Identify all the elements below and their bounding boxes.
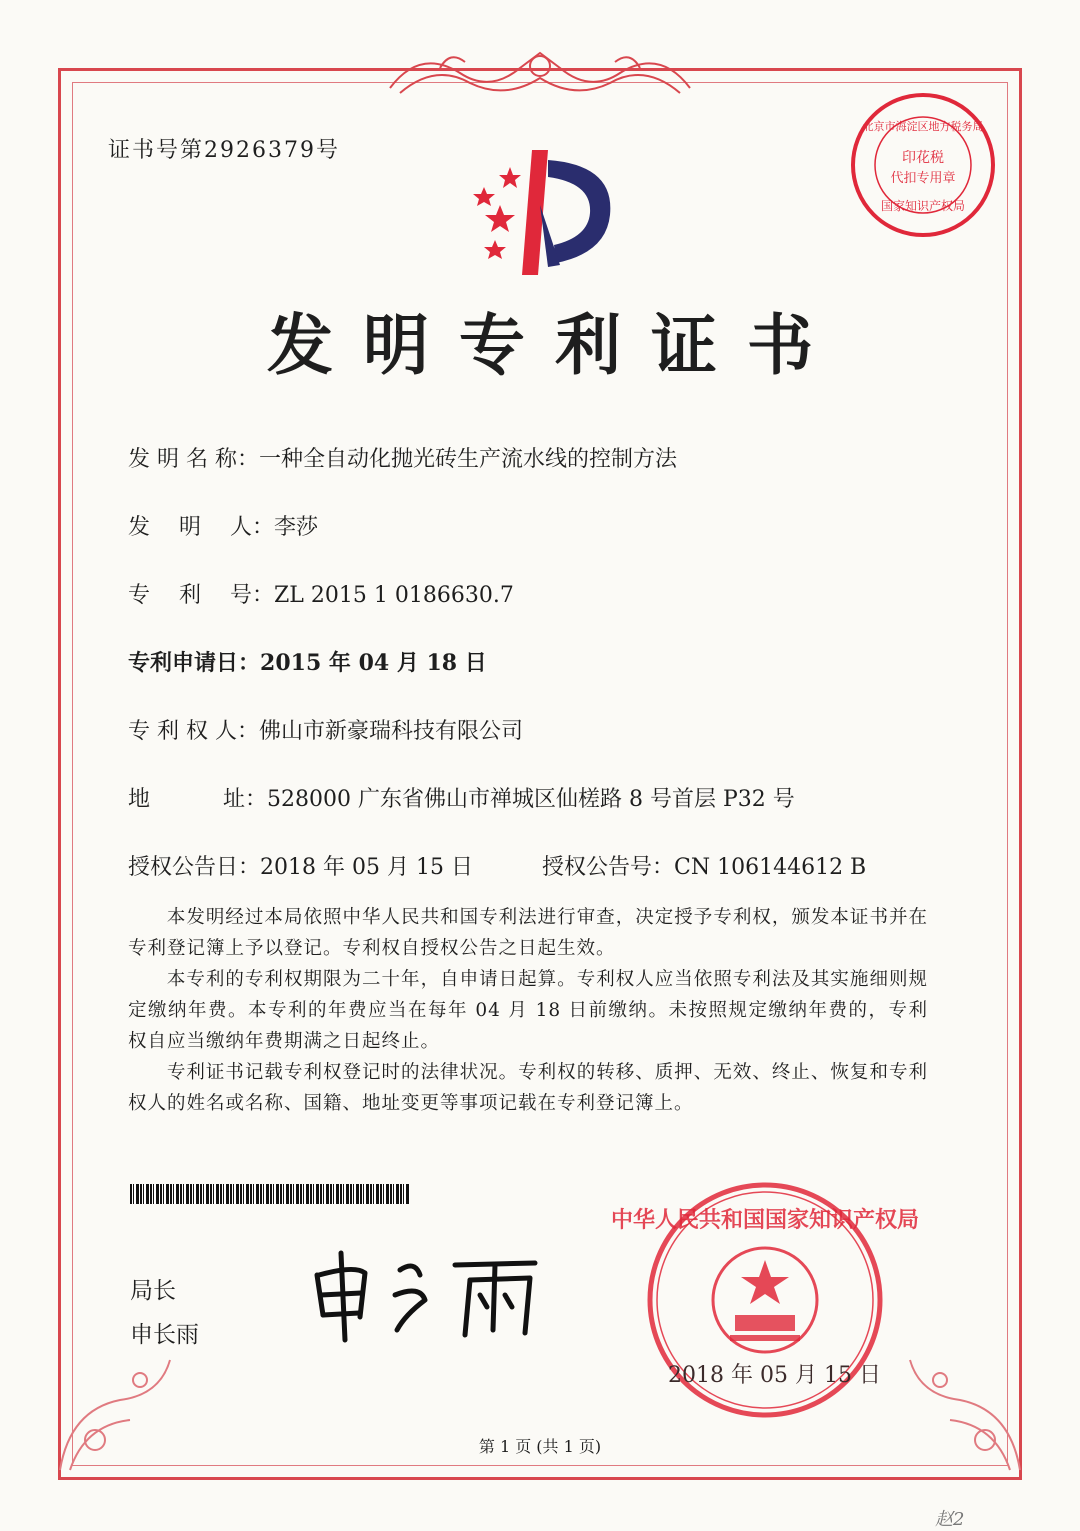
field-value: 528000 广东省佛山市禅城区仙槎路 8 号首层 P32 号	[267, 787, 795, 812]
certificate-body	[128, 902, 928, 1119]
svg-text:国家知识产权局: 国家知识产权局	[880, 199, 966, 213]
body-paragraph: 专利证书记载专利权登记时的法律状况。专利权的转移、质押、无效、终止、恢复和专利权人的姓名或名称、国籍、地址变更等事项记载在专利登记簿上。	[128, 1062, 928, 1114]
corner-ornament-left	[50, 1340, 190, 1480]
field-label: 专 利 号：	[128, 583, 274, 608]
corner-ornament-right	[890, 1340, 1030, 1480]
field-patent-number	[128, 578, 514, 609]
body-paragraph: 本发明经过本局依照中华人民共和国专利法进行审查，决定授予专利权，颁发本证书并在专利登记簿上予以登记。专利权自授权公告之日起生效。	[128, 907, 928, 959]
corner-note: 赵2	[935, 1509, 965, 1530]
field-value: 2015 年 04 月 18 日	[260, 650, 487, 676]
svg-text:北京市海淀区地方税务局: 北京市海淀区地方税务局	[862, 120, 984, 133]
field-value: ZL 2015 1 0186630.7	[274, 583, 514, 608]
page-number: 第 1 页 (共 1 页)	[478, 1437, 602, 1456]
field-label: 发 明 名 称：	[128, 447, 259, 472]
field-label: 发 明 人：	[128, 515, 274, 540]
field-address	[128, 782, 795, 813]
body-paragraph: 本专利的专利权期限为二十年，自申请日起算。专利权人应当依照专利法及其实施细则规定缴纳年费。本专利的年费应当在每年 04 月 18 日前缴纳。未按照规定缴纳年费的，专利权自应当缴纳年费期满之日起终止。	[128, 969, 928, 1052]
field-label: 授权公告日：	[128, 855, 261, 880]
barcode	[130, 1184, 410, 1204]
field-value: 一种全自动化抛光砖生产流水线的控制方法	[258, 447, 677, 472]
field-label: 专 利 权 人：	[128, 719, 259, 744]
field-value: CN 106144612 B	[674, 855, 867, 880]
tax-stamp-seal	[848, 90, 998, 240]
top-ornament	[380, 38, 700, 108]
cnipa-logo-icon	[460, 145, 630, 285]
field-label: 授权公告号：	[542, 855, 675, 880]
field-invention-name	[128, 442, 677, 473]
field-label: 地 址：	[128, 787, 267, 812]
director-name: 申长雨	[130, 1322, 199, 1348]
director-signature	[305, 1245, 555, 1345]
field-grant-number	[542, 850, 866, 881]
svg-text:代扣专用章: 代扣专用章	[890, 171, 956, 186]
field-value: 李莎	[274, 515, 319, 540]
field-value: 佛山市新豪瑞科技有限公司	[258, 719, 523, 744]
director-title: 局长	[130, 1278, 176, 1304]
field-inventor	[128, 510, 318, 541]
field-application-date	[128, 646, 487, 677]
field-patentee	[128, 714, 523, 745]
document-title: 发明专利证书	[267, 307, 843, 384]
svg-text:中华人民共和国国家知识产权局: 中华人民共和国国家知识产权局	[610, 1208, 920, 1233]
field-label: 专利申请日：	[128, 650, 261, 676]
field-value: 2018 年 05 月 15 日	[260, 855, 473, 880]
certificate-number: 证书号第2926379号	[108, 138, 340, 163]
field-grant-date	[128, 850, 473, 881]
seal-date: 2018 年 05 月 15 日	[668, 1363, 881, 1388]
svg-text:印花税: 印花税	[902, 150, 944, 166]
